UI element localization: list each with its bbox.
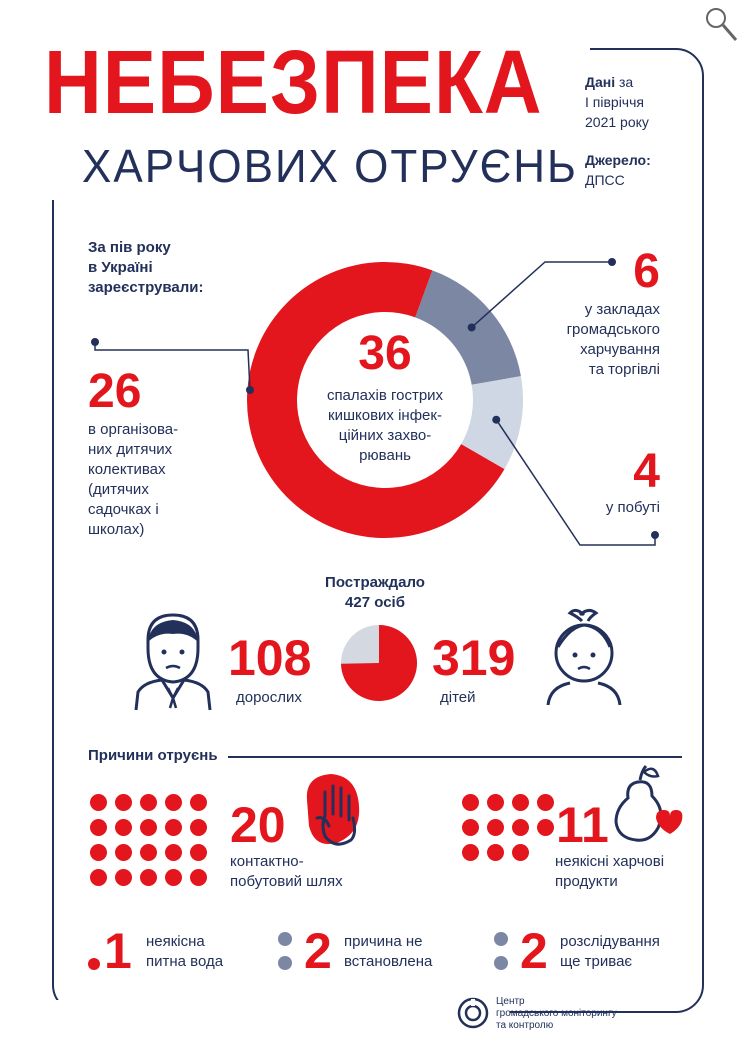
catering-label-line: та торгівлі [588,361,660,378]
causes-divider [228,756,682,758]
cause-dot [462,819,479,836]
children-count: 319 [432,630,516,686]
hand-icon [295,770,375,860]
page-subtitle: ХАРЧОВИХ ОТРУЄНЬ [82,140,578,193]
causes-title: Причини отруєнь [88,747,218,764]
cause-dot [115,819,132,836]
cause-dot [165,869,182,886]
food-count: 11 [556,797,609,853]
child-girl-icon [540,605,630,705]
cause-dot [190,794,207,811]
cause-dot [487,819,504,836]
data-period: Дані за І півріччя 2021 року [585,74,649,130]
victims-title: Постраждало 427 осіб [325,574,425,611]
cause-dot [115,794,132,811]
unknown-count: 2 [304,923,332,979]
cause-dot [140,819,157,836]
cause-dot [140,844,157,861]
home-label-line: у побуті [605,499,660,516]
cause-dot [165,819,182,836]
catering-label-line: громадського [566,321,660,338]
ongoing-label: розслідування ще триває [560,933,660,970]
water-dot [88,958,100,970]
cause-dot [140,869,157,886]
cause-dot [90,844,107,861]
unknown-dot-1 [278,932,292,946]
total-label-line: ційних захво- [338,427,432,444]
cause-dot [487,844,504,861]
children-label-line: колективах [88,461,166,478]
cause-dot [90,819,107,836]
children-label-line: них дитячих [88,441,173,458]
cause-dot [462,794,479,811]
children-label-line: школах) [88,521,145,538]
cause-dot [190,844,207,861]
food-label: неякісні харчові продукти [555,853,665,890]
ongoing-dot-2 [494,956,508,970]
cause-dot [537,794,554,811]
cause-dot [165,794,182,811]
catering-outbreaks-count: 6 [633,245,660,298]
org-name: Центр громадського моніторингу та контролю [496,996,617,1031]
cause-dot [190,819,207,836]
data-source: Джерело: ДПСС [585,152,651,188]
total-label-line: спалахів гострих [326,387,444,404]
contact-label: контактно- побутовий шлях [230,853,343,890]
cause-dot [90,869,107,886]
outbreaks-total: 36 [358,327,412,380]
cause-dot [90,794,107,811]
total-label-line: кишкових інфек- [328,407,442,424]
unknown-dot-2 [278,956,292,970]
children-label-line: садочках і [88,501,159,518]
adults-count: 108 [228,630,312,686]
cause-dot [190,869,207,886]
page-title: НЕБЕЗПЕКА [44,32,543,133]
contact-count: 20 [230,797,286,853]
cause-dot [165,844,182,861]
unknown-label: причина не встановлена [344,933,433,970]
cause-dot [487,794,504,811]
cause-dot [512,794,529,811]
catering-label-line: харчування [580,341,660,358]
catering-label-line: у закладах [584,301,660,318]
total-label-line: рювань [359,447,411,464]
ongoing-dot-1 [494,932,508,946]
water-label: неякісна питна вода [146,933,224,970]
outbreaks-intro: За пів року в Україні зареєстрували: [88,239,204,296]
adults-label: дорослих [236,689,302,706]
org-logo-icon [456,996,490,1030]
cause-dot [512,844,529,861]
children-label: дітей [440,689,476,706]
cause-dot [115,869,132,886]
cause-dot [115,844,132,861]
children-label-line: в організова- [88,421,179,438]
water-count: 1 [104,923,132,979]
cause-dot [512,819,529,836]
cause-dot [462,844,479,861]
children-outbreaks-count: 26 [88,365,142,418]
home-outbreaks-count: 4 [633,445,660,498]
children-label-line: (дитячих [88,481,149,498]
pear-icon [612,762,682,852]
cause-dot [537,819,554,836]
ongoing-count: 2 [520,923,548,979]
cause-dot [140,794,157,811]
